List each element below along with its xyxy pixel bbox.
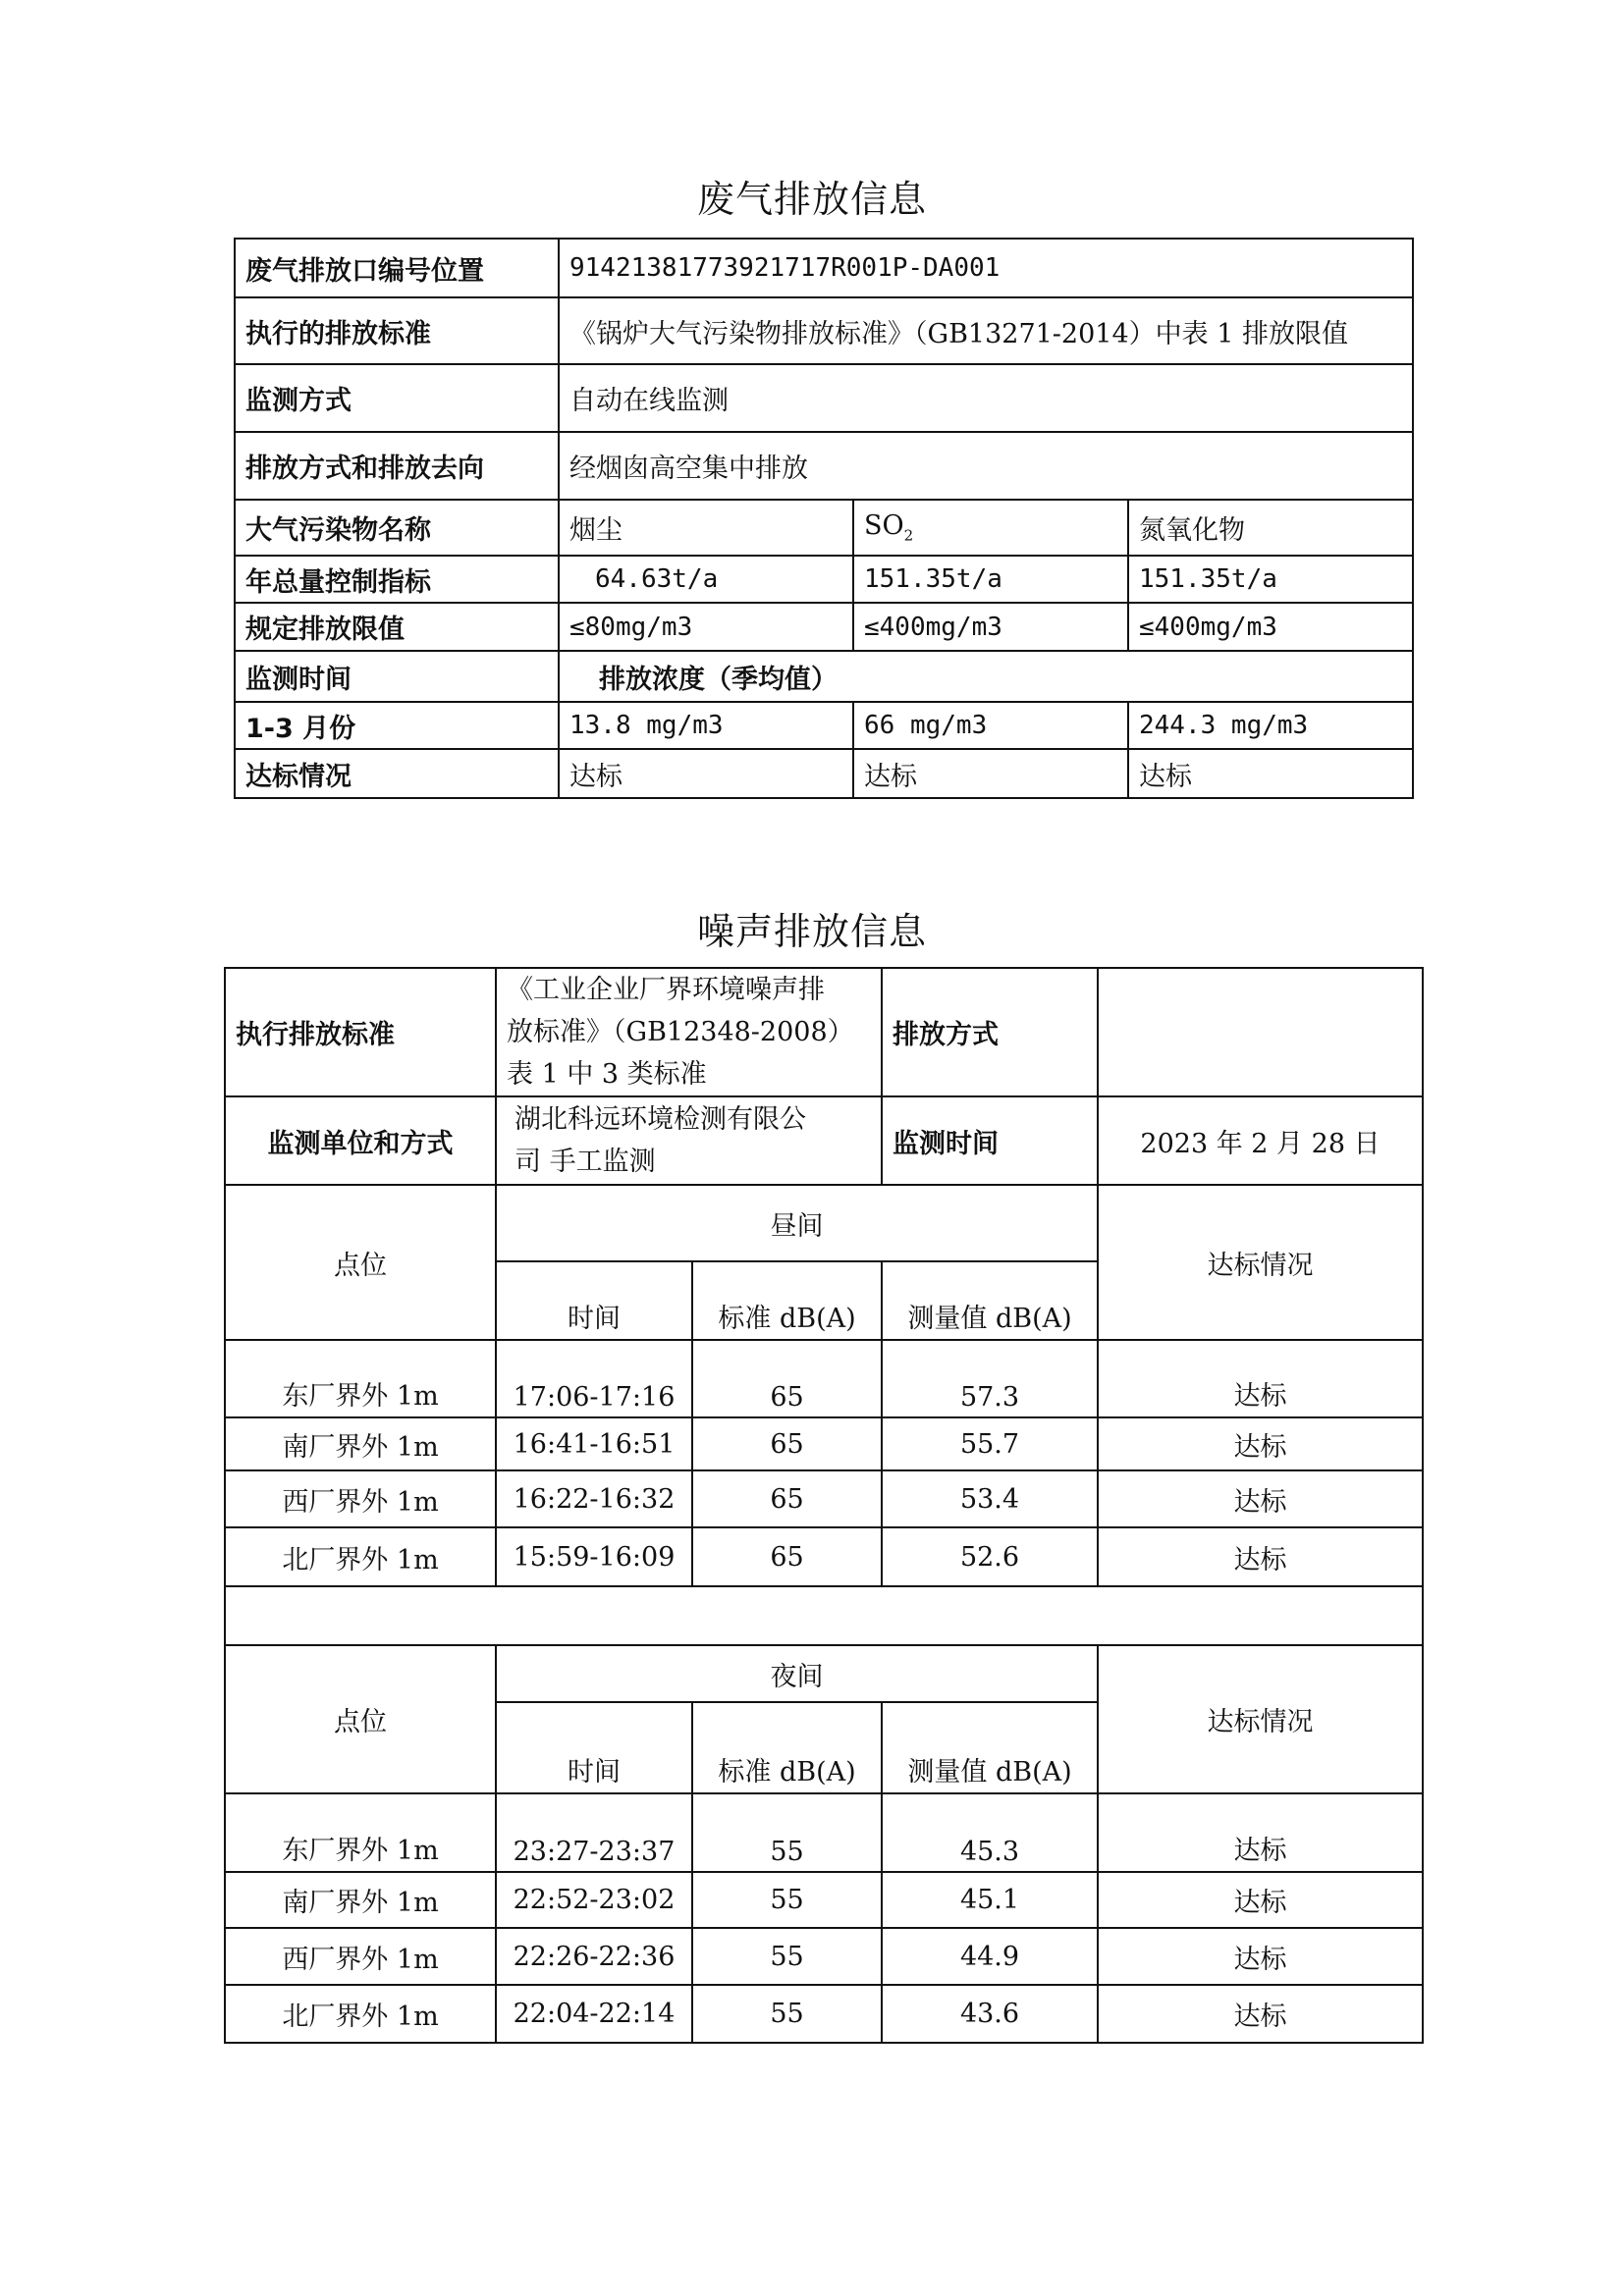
day-period-header: 昼间 [496,1185,1098,1261]
day-measured: 55.7 [882,1417,1098,1470]
time-label: 监测时间 [235,651,559,702]
table-spacer-row [225,1586,1423,1645]
air-row-time-header [235,651,1413,702]
night-point: 北厂界外 1m [225,1985,496,2043]
noise-row-unit [225,1096,1423,1185]
air-row-pollutants [235,500,1413,556]
period-label: 1-3 月份 [235,702,559,749]
compliance-dust: 达标 [559,749,853,798]
night-time: 22:26-22:36 [496,1928,692,1985]
noise-standard-value [496,968,882,1096]
day-col-measured: 测量值 dB(A) [882,1261,1098,1340]
total-nox: 151.35t/a [1128,556,1413,603]
noise-time-value: 2023 年 2 月 28 日 [1098,1096,1423,1185]
noise-standard-line-1: 《工业企业厂界环境噪声排 [507,975,825,1005]
night-col-time: 时间 [496,1702,692,1793]
total-label: 年总量控制指标 [235,556,559,603]
noise-unit-line-2: 司 手工监测 [514,1147,656,1177]
pollutant-so2 [853,500,1128,556]
day-measured: 53.4 [882,1470,1098,1527]
air-row-discharge [235,432,1413,500]
night-measured: 45.3 [882,1793,1098,1872]
noise-section-title: 噪声排放信息 [696,910,927,953]
night-point: 东厂界外 1m [225,1793,496,1872]
air-emission-table [234,238,1414,799]
day-time: 16:22-16:32 [496,1470,692,1527]
discharge-value: 经烟囱高空集中排放 [559,432,1413,500]
noise-unit-value [496,1096,882,1185]
night-row [225,1872,1423,1928]
standard-value: 《锅炉大气污染物排放标准》（GB13271-2014）中表 1 排放限值 [559,297,1413,364]
day-col-standard: 标准 dB(A) [692,1261,882,1340]
day-col-time: 时间 [496,1261,692,1340]
night-result: 达标 [1098,1985,1423,2043]
day-time: 17:06-17:16 [496,1340,692,1417]
noise-standard-line-3: 表 1 中 3 类标准 [507,1059,707,1090]
air-row-outlet [235,239,1413,297]
night-point-header: 点位 [225,1645,496,1793]
day-result: 达标 [1098,1417,1423,1470]
total-dust: 64.63t/a [559,556,853,603]
total-so2: 151.35t/a [853,556,1128,603]
day-row [225,1340,1423,1417]
pollutant-nox: 氮氧化物 [1128,500,1413,556]
noise-time-label: 监测时间 [882,1096,1098,1185]
limit-label: 规定排放限值 [235,603,559,651]
night-standard: 55 [692,1793,882,1872]
night-row [225,1793,1423,1872]
day-result: 达标 [1098,1340,1423,1417]
night-compliance-header: 达标情况 [1098,1645,1423,1793]
day-compliance-header: 达标情况 [1098,1185,1423,1340]
compliance-label: 达标情况 [235,749,559,798]
day-point: 西厂界外 1m [225,1470,496,1527]
night-point: 西厂界外 1m [225,1928,496,1985]
night-standard: 55 [692,1872,882,1928]
concentration-header: 排放浓度（季均值） [559,651,1413,702]
outlet-label: 废气排放口编号位置 [235,239,559,297]
night-point: 南厂界外 1m [225,1872,496,1928]
pollutant-so2-subscript: 2 [903,526,914,545]
day-header-row-1 [225,1185,1423,1261]
day-standard: 65 [692,1340,882,1417]
noise-method-value [1098,968,1423,1096]
noise-method-label: 排放方式 [882,968,1098,1096]
limit-nox: ≤400mg/m3 [1128,603,1413,651]
conc-nox: 244.3 mg/m3 [1128,702,1413,749]
pollutant-so2-text: SO [864,510,904,542]
noise-standard-line-2: 放标准》（GB12348-2008） [507,1017,854,1047]
pollutant-dust: 烟尘 [559,500,853,556]
conc-dust: 13.8 mg/m3 [559,702,853,749]
night-measured: 44.9 [882,1928,1098,1985]
noise-unit-line-1: 湖北科远环境检测有限公 [514,1104,806,1135]
night-time: 22:04-22:14 [496,1985,692,2043]
day-row [225,1527,1423,1586]
day-measured: 57.3 [882,1340,1098,1417]
air-section-title: 废气排放信息 [696,178,927,221]
night-row [225,1985,1423,2043]
night-standard: 55 [692,1928,882,1985]
table-spacer [225,1586,1423,1645]
outlet-value: 91421381773921717R001P-DA001 [559,239,1413,297]
night-standard: 55 [692,1985,882,2043]
night-row [225,1928,1423,1985]
discharge-label: 排放方式和排放去向 [235,432,559,500]
night-time: 23:27-23:37 [496,1793,692,1872]
air-row-totals [235,556,1413,603]
day-result: 达标 [1098,1470,1423,1527]
day-measured: 52.6 [882,1527,1098,1586]
day-standard: 65 [692,1470,882,1527]
day-point: 东厂界外 1m [225,1340,496,1417]
day-time: 15:59-16:09 [496,1527,692,1586]
air-row-limits [235,603,1413,651]
noise-unit-label: 监测单位和方式 [225,1096,496,1185]
conc-so2: 66 mg/m3 [853,702,1128,749]
compliance-nox: 达标 [1128,749,1413,798]
night-result: 达标 [1098,1793,1423,1872]
day-point: 南厂界外 1m [225,1417,496,1470]
method-value: 自动在线监测 [559,364,1413,432]
day-time: 16:41-16:51 [496,1417,692,1470]
pollutant-label: 大气污染物名称 [235,500,559,556]
night-period-header: 夜间 [496,1645,1098,1702]
night-measured: 45.1 [882,1872,1098,1928]
night-result: 达标 [1098,1928,1423,1985]
day-point-header: 点位 [225,1185,496,1340]
night-header-row-1 [225,1645,1423,1702]
noise-standard-label: 执行排放标准 [225,968,496,1096]
noise-row-standard [225,968,1423,1096]
night-col-standard: 标准 dB(A) [692,1702,882,1793]
limit-dust: ≤80mg/m3 [559,603,853,651]
day-result: 达标 [1098,1527,1423,1586]
day-point: 北厂界外 1m [225,1527,496,1586]
night-measured: 43.6 [882,1985,1098,2043]
night-col-measured: 测量值 dB(A) [882,1702,1098,1793]
air-row-standard [235,297,1413,364]
day-row [225,1470,1423,1527]
noise-emission-table [224,967,1424,2044]
day-row [225,1417,1423,1470]
air-row-concentrations [235,702,1413,749]
night-result: 达标 [1098,1872,1423,1928]
day-standard: 65 [692,1417,882,1470]
day-standard: 65 [692,1527,882,1586]
air-row-method [235,364,1413,432]
limit-so2: ≤400mg/m3 [853,603,1128,651]
standard-label: 执行的排放标准 [235,297,559,364]
method-label: 监测方式 [235,364,559,432]
compliance-so2: 达标 [853,749,1128,798]
air-row-compliance [235,749,1413,798]
night-time: 22:52-23:02 [496,1872,692,1928]
